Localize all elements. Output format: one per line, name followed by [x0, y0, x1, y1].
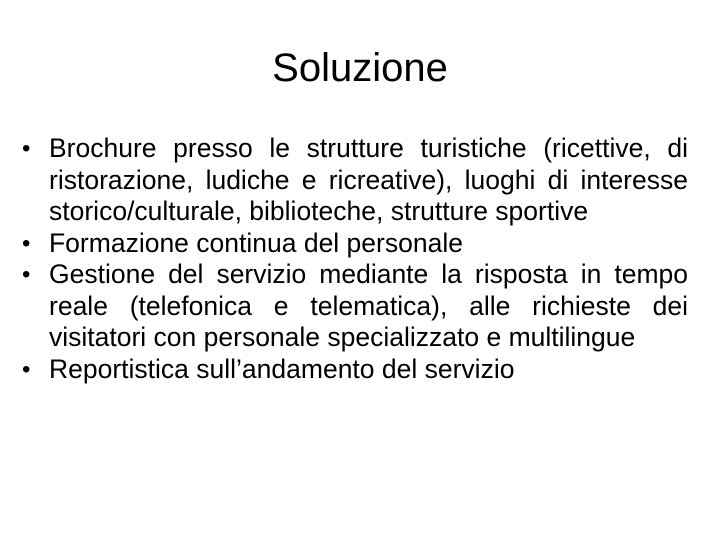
bullet-icon: • — [22, 261, 31, 288]
bullet-item — [22, 259, 688, 354]
bullet-list — [22, 133, 688, 385]
slide-title: Soluzione — [272, 46, 448, 90]
bullet-text: Formazione continua del personale — [49, 227, 463, 258]
bullet-text: Gestione del servizio mediante la risposta in tempo reale (telefonica e telematica), alle richieste dei visitatori con personale specializzato e multilingue — [49, 259, 688, 352]
bullet-item — [22, 228, 688, 260]
bullet-item — [22, 354, 688, 386]
bullet-text: Reportistica sull’andamento del servizio — [49, 353, 515, 384]
bullet-item — [22, 133, 688, 228]
bullet-icon: • — [22, 229, 31, 257]
bullet-icon: • — [22, 135, 31, 162]
bullet-icon: • — [22, 355, 31, 383]
bullet-text: Brochure presso le strutture turistiche (ricettive, di ristorazione, ludiche e ricreative), luoghi di interesse storico/culturale, biblioteche, strutture sportive — [49, 133, 688, 226]
